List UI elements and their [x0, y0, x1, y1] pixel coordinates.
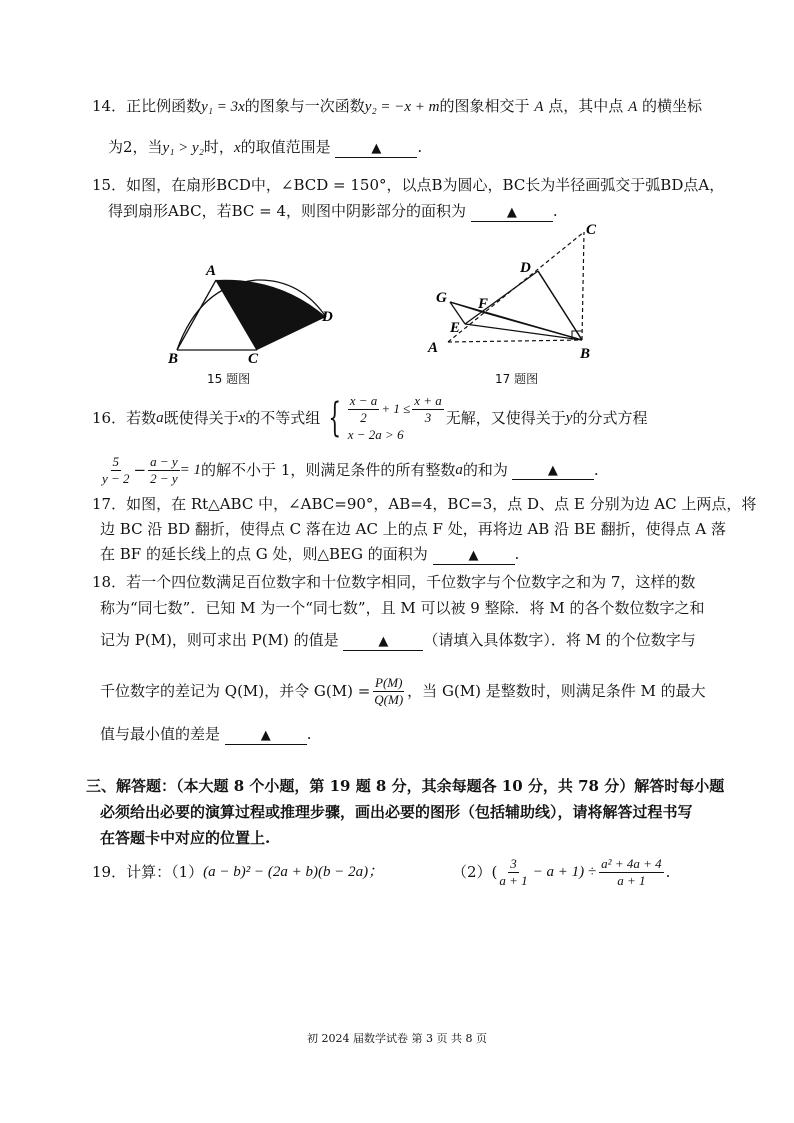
q18-p-answer-blank[interactable]: ▲ [343, 632, 423, 651]
q18-number: 18． [92, 573, 127, 591]
q16-number: 16． [92, 409, 127, 427]
fig17-label-g: G [436, 290, 447, 306]
figure-17 [420, 218, 605, 368]
fig15-label-d: D [322, 309, 333, 325]
q17-number: 17． [92, 495, 127, 513]
q15-line2: 得到扇形ABC，若BC = 4，则图中阴影部分的面积为 ▲ . [108, 202, 558, 220]
figure-15 [160, 255, 350, 365]
q17-answer-blank[interactable]: ▲ [433, 546, 515, 565]
q16-answer-blank[interactable]: ▲ [512, 461, 594, 480]
q18-line5: 值与最小值的差是 ▲ . [100, 725, 312, 743]
q14-number: 14． [92, 97, 127, 115]
page-footer: 初 2024 届数学试卷 第 3 页 共 8 页 [307, 1032, 487, 1045]
q16-line1: 16． 若数 a 既使得关于 x 的不等式组 { $\frac{x - a}{2}$ + 1 ≤ $\frac{x + a}{3}$ x − 2a > 6 无解，又使得关于 y 的分式方程 [92, 392, 648, 442]
fig17-label-c: C [586, 222, 597, 238]
q16-inequality-system: { $\frac{x - a}{2}$ + 1 ≤ $\frac{x + a}{3}$ x − 2a > 6 [328, 392, 442, 442]
q19-number: 19． [92, 863, 127, 881]
fig17-caption: 17 题图 [495, 372, 539, 386]
fig17-line-df [465, 271, 538, 324]
fig15-label-c: C [248, 351, 259, 365]
fig15-caption: 15 题图 [207, 372, 251, 386]
q18-line4: 千位数字的差记为 Q(M)，并令 G(M) = $\frac{P(M)}{Q(M)}$ ，当 G(M) 是整数时，则满足条件 M 的最大 [100, 674, 706, 707]
section3-heading-line2: 必须给出必要的演算过程或推理步骤，画出必要的图形（包括辅助线），请将解答过程书写 [100, 803, 693, 821]
q19-line: 19． 计算：（1） (a − b)² − (2a + b)(b − 2a)； [92, 863, 384, 881]
q19-part2: （2） ( $\frac{3}{a + 1}$ − a + 1) ÷ $\frac{\text{a² + 4a + 4}}{a + 1}$ . [452, 855, 671, 888]
fig15-label-a: A [206, 263, 217, 279]
fig17-label-b: B [580, 346, 591, 362]
fig17-line-eb [465, 324, 582, 340]
q15-line1: 15．如图，在扇形BCD中，∠BCD = 150°，以点B为圆心，BC长为半径画弧交于弧BD点A， [92, 176, 725, 194]
q14-line2: 为2，当y₁ > y₂时，x的取值范围是 ▲ . [108, 138, 423, 156]
q17-line2: 边 BC 沿 BD 翻折，使得点 C 落在边 AC 上的点 F 处，再将边 AB 沿 BE 翻折，使得点 A 落 [100, 520, 726, 538]
fig17-line-bc-dashed [582, 232, 584, 340]
q15-number: 15． [92, 176, 127, 194]
q18-line3: 记为 P(M)，则可求出 P(M) 的值是 ▲ （请填入具体数字）．将 M 的个位数字与 [100, 631, 696, 649]
q18-line1: 18．若一个四位数满足百位数字和十位数字相同，千位数字与个位数字之和为 7，这样的数 [92, 573, 696, 591]
q17-line1: 17．如图，在 Rt△ABC 中，∠ABC=90°，AB=4，BC=3，点 D、点 E 分别为边 AC 上两点，将 [92, 495, 757, 513]
section3-heading-line3: 在答题卡中对应的位置上. [100, 829, 271, 847]
q16-line2: $\frac{5}{y - 2}$ − $\frac{a - y}{2 - y}$ = 1 的解不小于 1，则满足条件的所有整数 a 的和为 ▲ . [102, 453, 599, 486]
fig15-line-ba [177, 280, 216, 350]
section3-heading-line1: 三、解答题：（本大题 8 个小题，第 19 题 8 分，其余每题各 10 分，共 78 分）解答时每小题 [86, 777, 725, 795]
q18-diff-answer-blank[interactable]: ▲ [225, 726, 307, 745]
q17-line3: 在 BF 的延长线上的点 G 处，则△BEG 的面积为 ▲ . [100, 545, 520, 563]
fig17-line-ab-dashed [448, 340, 582, 342]
fig15-shaded-region [216, 280, 326, 350]
q14-answer-blank[interactable]: ▲ [335, 139, 417, 158]
fig15-label-b: B [168, 351, 179, 365]
q14-line1: 14．正比例函数y₁ = 3x的图象与一次函数y₂ = −x + m的图象相交于 A 点，其中点 A 的横坐标 [92, 97, 703, 115]
fig17-label-e: E [450, 320, 461, 336]
q15-answer-blank[interactable]: ▲ [471, 203, 553, 222]
fig17-label-d: D [520, 260, 531, 276]
fig17-label-f: F [478, 296, 489, 312]
q18-line2: 称为“同七数”．已知 M 为一个“同七数”，且 M 可以被 9 整除．将 M 的各个数位数字之和 [100, 599, 705, 617]
fig17-label-a: A [428, 340, 439, 356]
